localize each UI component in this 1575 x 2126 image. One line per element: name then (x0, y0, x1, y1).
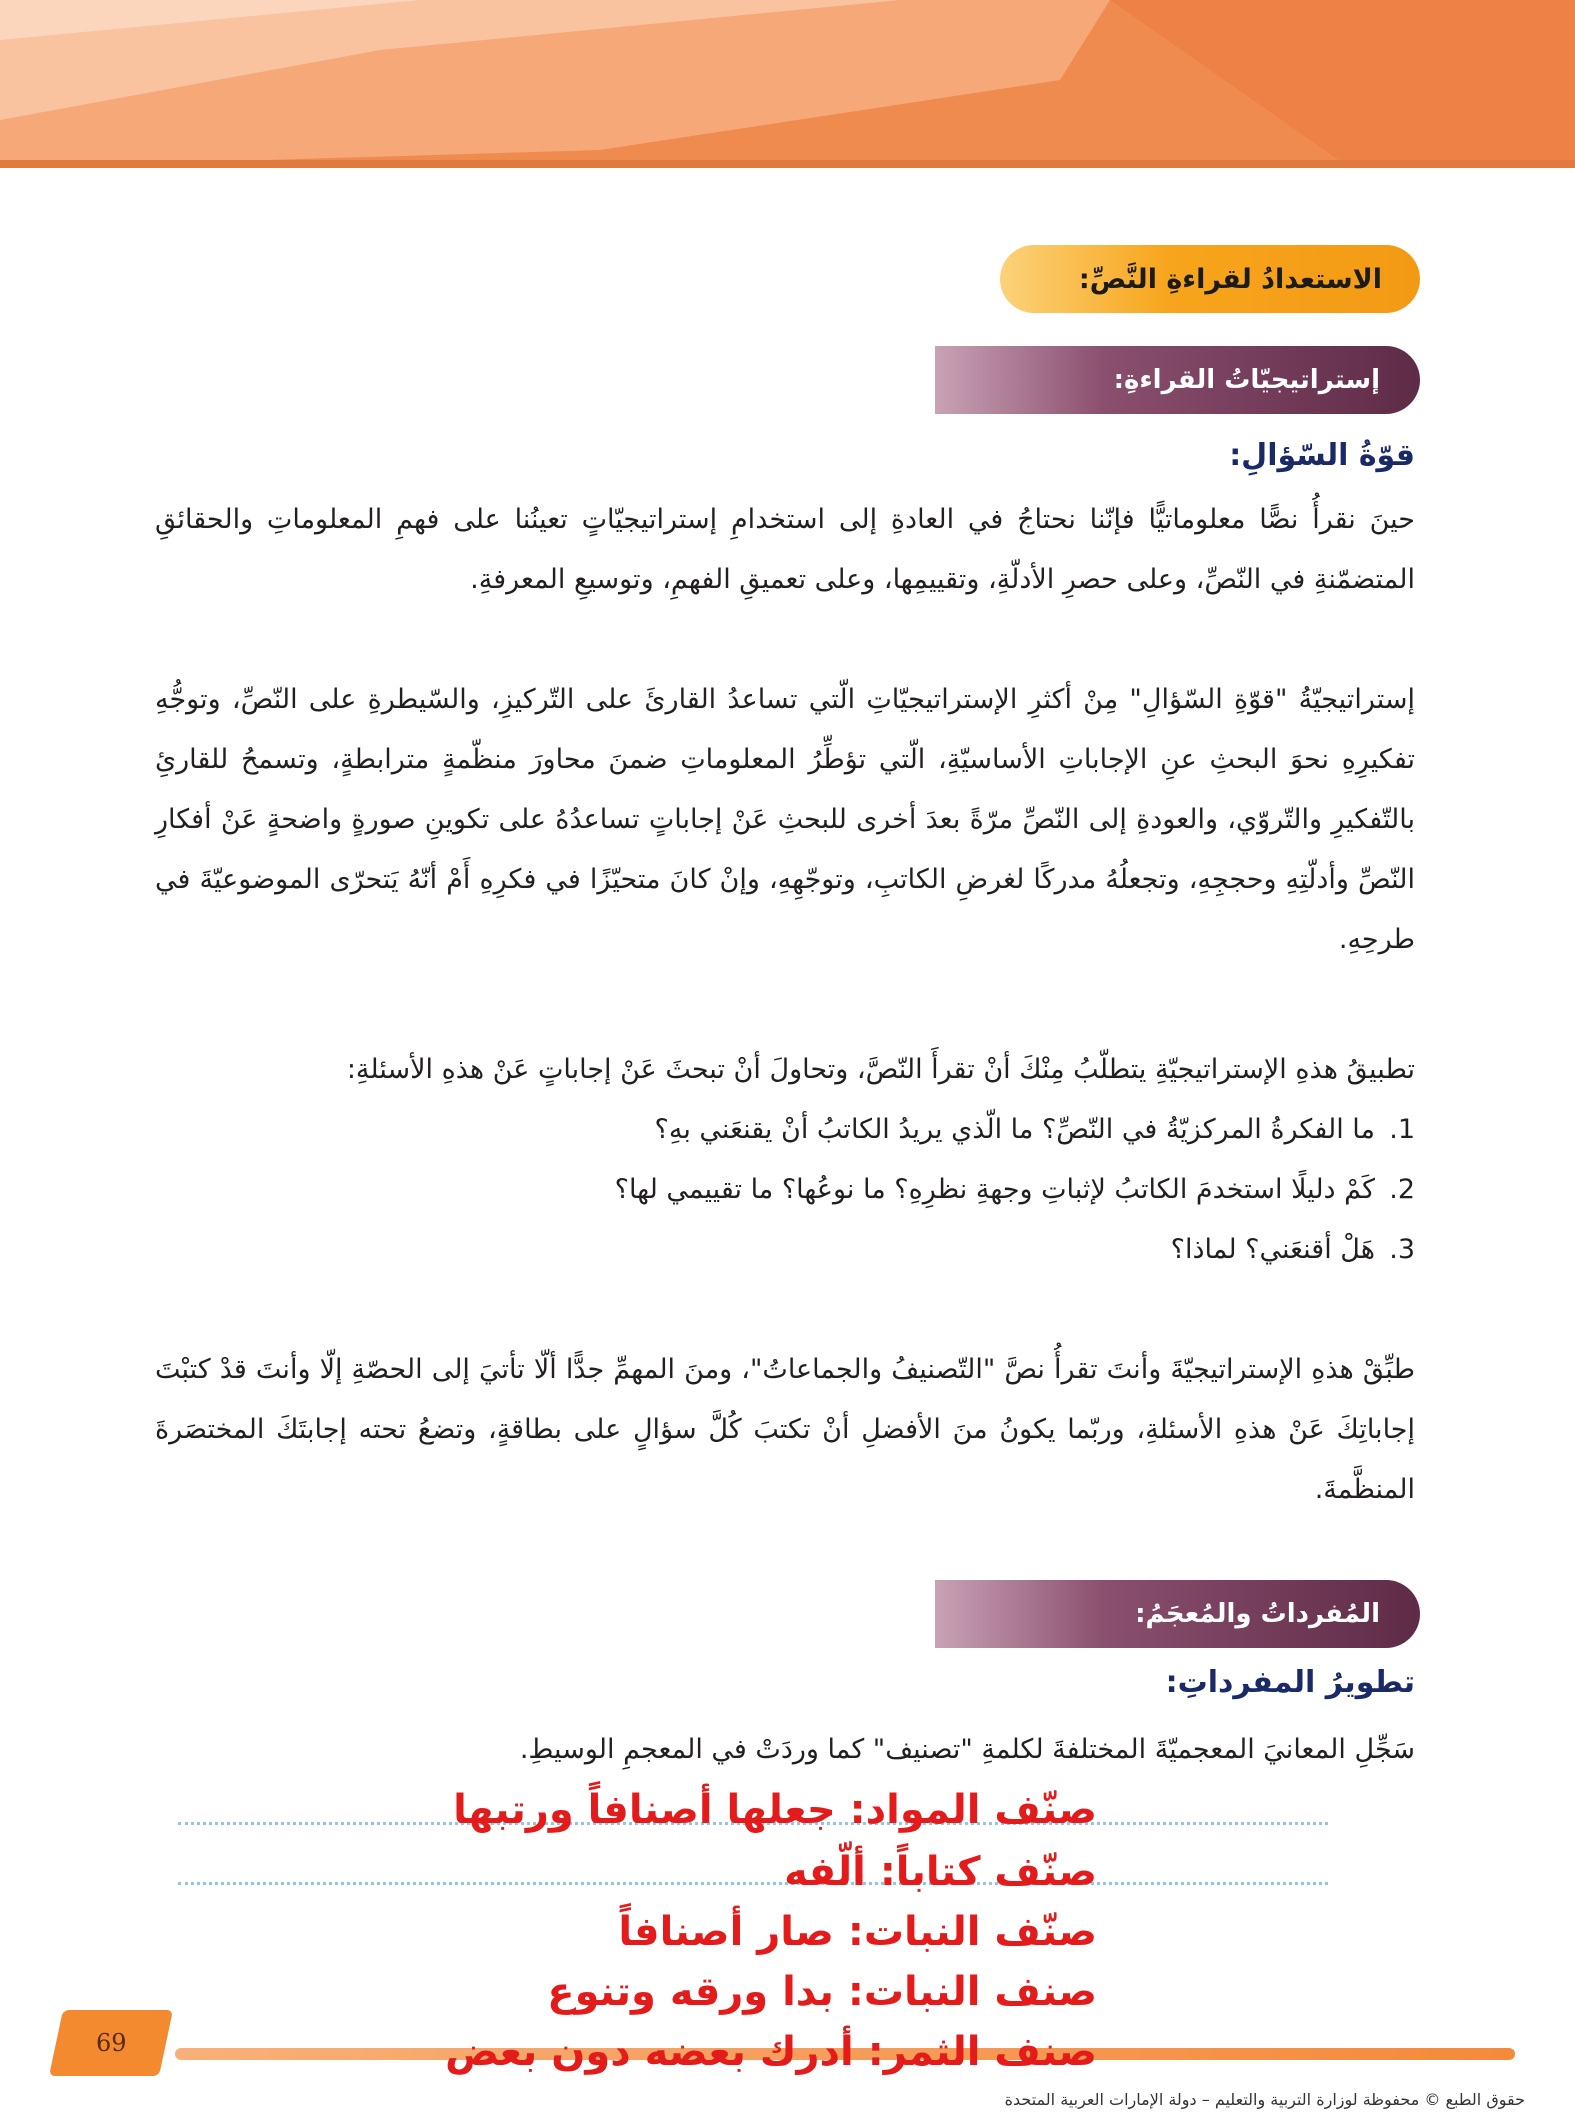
copyright-notice: حقوق الطبع © محفوظة لوزارة التربية والتعليم – دولة الإمارات العربية المتحدة (1004, 2090, 1525, 2109)
question-text: ما الفكرةُ المركزيّةُ في النّصِّ؟ ما الّذي يريدُ الكاتبُ أنْ يقنعَني بهِ؟ (654, 1114, 1375, 1145)
answer-line-5: صنف الثمر: أدرك بعضه دون بعض (445, 2029, 1097, 2075)
list-item (155, 1160, 1415, 1220)
list-item (155, 1220, 1415, 1280)
question-power-heading: قوّةُ السّؤالِ: (1229, 438, 1415, 473)
task-paragraph: طبِّقْ هذهِ الإستراتيجيّةَ وأنتَ تقرأُ نصَّ "التّصنيفُ والجماعاتُ"، ومنَ المهمِّ جدًّا ألّا تأتيَ إلى الحصّةِ إلّا وأنتَ قدْ كتبْتَ إجاباتِكَ عَنْ هذهِ الأسئلةِ، وربّما يكونُ منَ الأفضلِ أنْ تكتبَ كُلَّ سؤالٍ على بطاقةٍ، وتضعُ تحته إجابتَكَ المختصَرةَ المنظَّمةَ. (155, 1354, 1415, 1505)
page-number-badge (49, 2010, 173, 2076)
question-number: 1. (1389, 1114, 1415, 1145)
answer-line-2: صنّف كتاباً: ألّفه (784, 1849, 1097, 1895)
answer-line (178, 1882, 1328, 1885)
header-banner (0, 0, 1575, 168)
answer-line-4: صنف النبات: بدا ورقه وتنوع (547, 1969, 1097, 2015)
vocab-heading: تطويرُ المفرداتِ: (1165, 1665, 1415, 1700)
description-paragraph: إستراتيجيّةُ "قوّةِ السّؤالِ" مِنْ أكثرِ الإستراتيجيّاتِ الّتي تساعدُ القارئَ على التّركيزِ، والسّيطرةِ على النّصِّ، وتوجُّهِ تفكيرِهِ نحوَ البحثِ عنِ الإجاباتِ الأساسيّةِ، الّتي تؤطِّرُ المعلوماتِ ضمنَ محاورَ منظّمةٍ مترابطةٍ، وتسمحُ للقارئِ بالتّفكيرِ والتّروّي، والعودةِ إلى النّصِّ مرّةً بعدَ أخرى للبحثِ عَنْ إجاباتٍ تساعدُهُ على تكوينِ صورةٍ واضحةٍ عَنْ أفكارِ النّصِّ وأدلّتِهِ وحججِهِ، وتجعلُهُ مدركًا لغرضِ الكاتبِ، وتوجّهِهِ، وإنْ كانَ متحيّزًا في فكرِهِ أَمْ أنّهُ يَتحرّى الموضوعيّةَ في طرحِهِ. (155, 684, 1415, 955)
question-text: كَمْ دليلًا استخدمَ الكاتبُ لإثباتِ وجهةِ نظرِهِ؟ ما نوعُها؟ ما تقييمي لها؟ (614, 1174, 1375, 1205)
intro-paragraph: حينَ نقرأُ نصًّا معلوماتيًّا فإنّنا نحتاجُ في العادةِ إلى استخدامِ إستراتيجيّاتٍ تعينُنا على فهمِ المعلوماتِ والحقائقِ المتضمّنةِ في النّصِّ، وعلى حصرِ الأدلّةِ، وتقييمِها، وعلى تعميقِ الفهمِ، وتوسيعِ المعرفةِ. (155, 504, 1415, 595)
list-item (155, 1100, 1415, 1160)
vocab-tab-label: المُفرداتُ والمُعجَمُ: (1135, 1599, 1380, 1629)
vocab-instruction: سَجِّلِ المعانيَ المعجميّةَ المختلفةَ لكلمةِ "تصنيف" كما وردَتْ في المعجمِ الوسيطِ. (519, 1734, 1415, 1765)
strategies-tab (935, 346, 1420, 414)
question-number: 3. (1389, 1234, 1415, 1265)
section-title-text: الاستعدادُ لقراءةِ النَّصِّ: (1078, 263, 1382, 295)
vocab-tab (935, 1580, 1420, 1648)
answer-line-3: صنّف النبات: صار أصنافاً (618, 1909, 1097, 1955)
strategies-tab-label: إستراتيجيّاتُ القراءةِ: (1113, 365, 1380, 395)
page-number: 69 (95, 2029, 127, 2057)
section-title (1000, 245, 1420, 313)
question-number: 2. (1389, 1174, 1415, 1205)
answer-line-1: صنّف المواد: جعلها أصنافاً ورتبها (453, 1787, 1097, 1833)
application-intro: تطبيقُ هذهِ الإستراتيجيّةِ يتطلّبُ مِنْكَ أنْ تقرأَ النّصَّ، وتحاولَ أنْ تبحثَ عَنْ إجاباتٍ عَنْ هذهِ الأسئلةِ: (346, 1054, 1415, 1085)
questions-list (155, 1100, 1415, 1280)
question-text: هَلْ أقنعَني؟ لماذا؟ (1170, 1234, 1375, 1265)
